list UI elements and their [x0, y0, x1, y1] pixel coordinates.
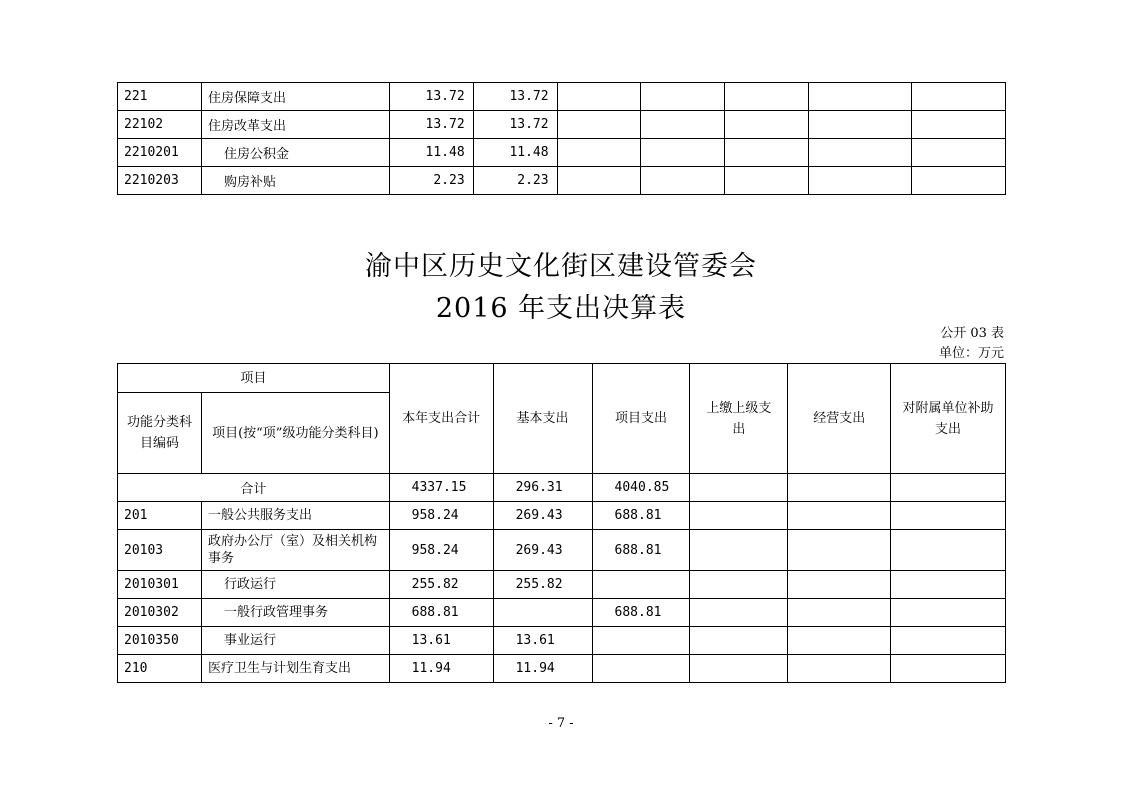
- main-table-body: [118, 364, 1006, 683]
- code-cell: 2010302: [118, 599, 202, 627]
- header-project: 项目支出: [592, 364, 690, 474]
- name-cell: 住房公积金: [201, 139, 389, 167]
- total-cell: 688.81: [389, 599, 493, 627]
- header-business: 经营支出: [788, 364, 891, 474]
- table-row: [118, 139, 1006, 167]
- header-basic: 基本支出: [493, 364, 592, 474]
- total-cell: 13.72: [389, 83, 473, 111]
- project-cell: 4040.85: [592, 474, 690, 502]
- document-subtitle: 2016 年支出决算表: [435, 293, 687, 324]
- basic-cell: 2.23: [473, 167, 557, 195]
- expenditure-table: [117, 363, 1006, 683]
- basic-cell: [493, 599, 592, 627]
- name-cell: 住房改革支出: [201, 111, 389, 139]
- code-cell: 201: [118, 502, 202, 530]
- total-cell: 255.82: [389, 571, 493, 599]
- project-cell: 688.81: [592, 599, 690, 627]
- table-row: [118, 627, 1006, 655]
- header-item: 项目: [118, 364, 390, 393]
- table-row: [118, 530, 1006, 571]
- basic-cell: 11.48: [473, 139, 557, 167]
- project-cell: 688.81: [592, 502, 690, 530]
- project-cell: [592, 571, 690, 599]
- header-total: 本年支出合计: [389, 364, 493, 474]
- table-row: [118, 111, 1006, 139]
- name-cell: 购房补贴: [201, 167, 389, 195]
- header-subsidy: 对附属单位补助支出: [891, 364, 1006, 474]
- name-cell: 行政运行: [201, 571, 389, 599]
- code-cell: 221: [118, 83, 202, 111]
- total-cell: 2.23: [389, 167, 473, 195]
- total-cell: 958.24: [389, 530, 493, 571]
- table-row: [118, 599, 1006, 627]
- name-cell: 政府办公厅（室）及相关机构事务: [201, 530, 389, 571]
- basic-cell: 11.94: [493, 655, 592, 683]
- basic-cell: 13.61: [493, 627, 592, 655]
- table-row: [118, 655, 1006, 683]
- table-row: [118, 83, 1006, 111]
- total-cell: 13.72: [389, 111, 473, 139]
- basic-cell: 296.31: [493, 474, 592, 502]
- table-row: [118, 167, 1006, 195]
- project-cell: [592, 627, 690, 655]
- name-cell: 事业运行: [201, 627, 389, 655]
- total-cell: 11.94: [389, 655, 493, 683]
- total-cell: 11.48: [389, 139, 473, 167]
- name-cell: 医疗卫生与计划生育支出: [201, 655, 389, 683]
- table-row: [118, 571, 1006, 599]
- basic-cell: 255.82: [493, 571, 592, 599]
- code-cell: 2210201: [118, 139, 202, 167]
- page-number: - 7 -: [548, 716, 574, 731]
- sum-label: 合计: [118, 474, 390, 502]
- table-row: [118, 502, 1006, 530]
- name-cell: 一般行政管理事务: [201, 599, 389, 627]
- unit-label: 单位：万元: [938, 346, 1004, 361]
- top-table-body: [118, 83, 1006, 195]
- code-cell: 2010301: [118, 571, 202, 599]
- total-cell: 13.61: [389, 627, 493, 655]
- form-number: 公开 03 表: [940, 326, 1004, 341]
- code-cell: 2010350: [118, 627, 202, 655]
- project-cell: 688.81: [592, 530, 690, 571]
- header-upper: 上缴上级支出: [690, 364, 788, 474]
- code-cell: 210: [118, 655, 202, 683]
- code-cell: 2210203: [118, 167, 202, 195]
- document-title: 渝中区历史文化街区建设管委会: [365, 251, 757, 282]
- top-expenditure-table: [117, 82, 1006, 195]
- total-cell: 4337.15: [389, 474, 493, 502]
- project-cell: [592, 655, 690, 683]
- name-cell: 住房保障支出: [201, 83, 389, 111]
- basic-cell: 13.72: [473, 111, 557, 139]
- basic-cell: 269.43: [493, 502, 592, 530]
- header-row: [118, 364, 1006, 393]
- code-cell: 20103: [118, 530, 202, 571]
- sum-row: [118, 474, 1006, 502]
- basic-cell: 269.43: [493, 530, 592, 571]
- basic-cell: 13.72: [473, 83, 557, 111]
- header-code: 功能分类科目编码: [118, 393, 202, 474]
- name-cell: 一般公共服务支出: [201, 502, 389, 530]
- total-cell: 958.24: [389, 502, 493, 530]
- header-name: 项目(按“项”级功能分类科目): [201, 393, 389, 474]
- code-cell: 22102: [118, 111, 202, 139]
